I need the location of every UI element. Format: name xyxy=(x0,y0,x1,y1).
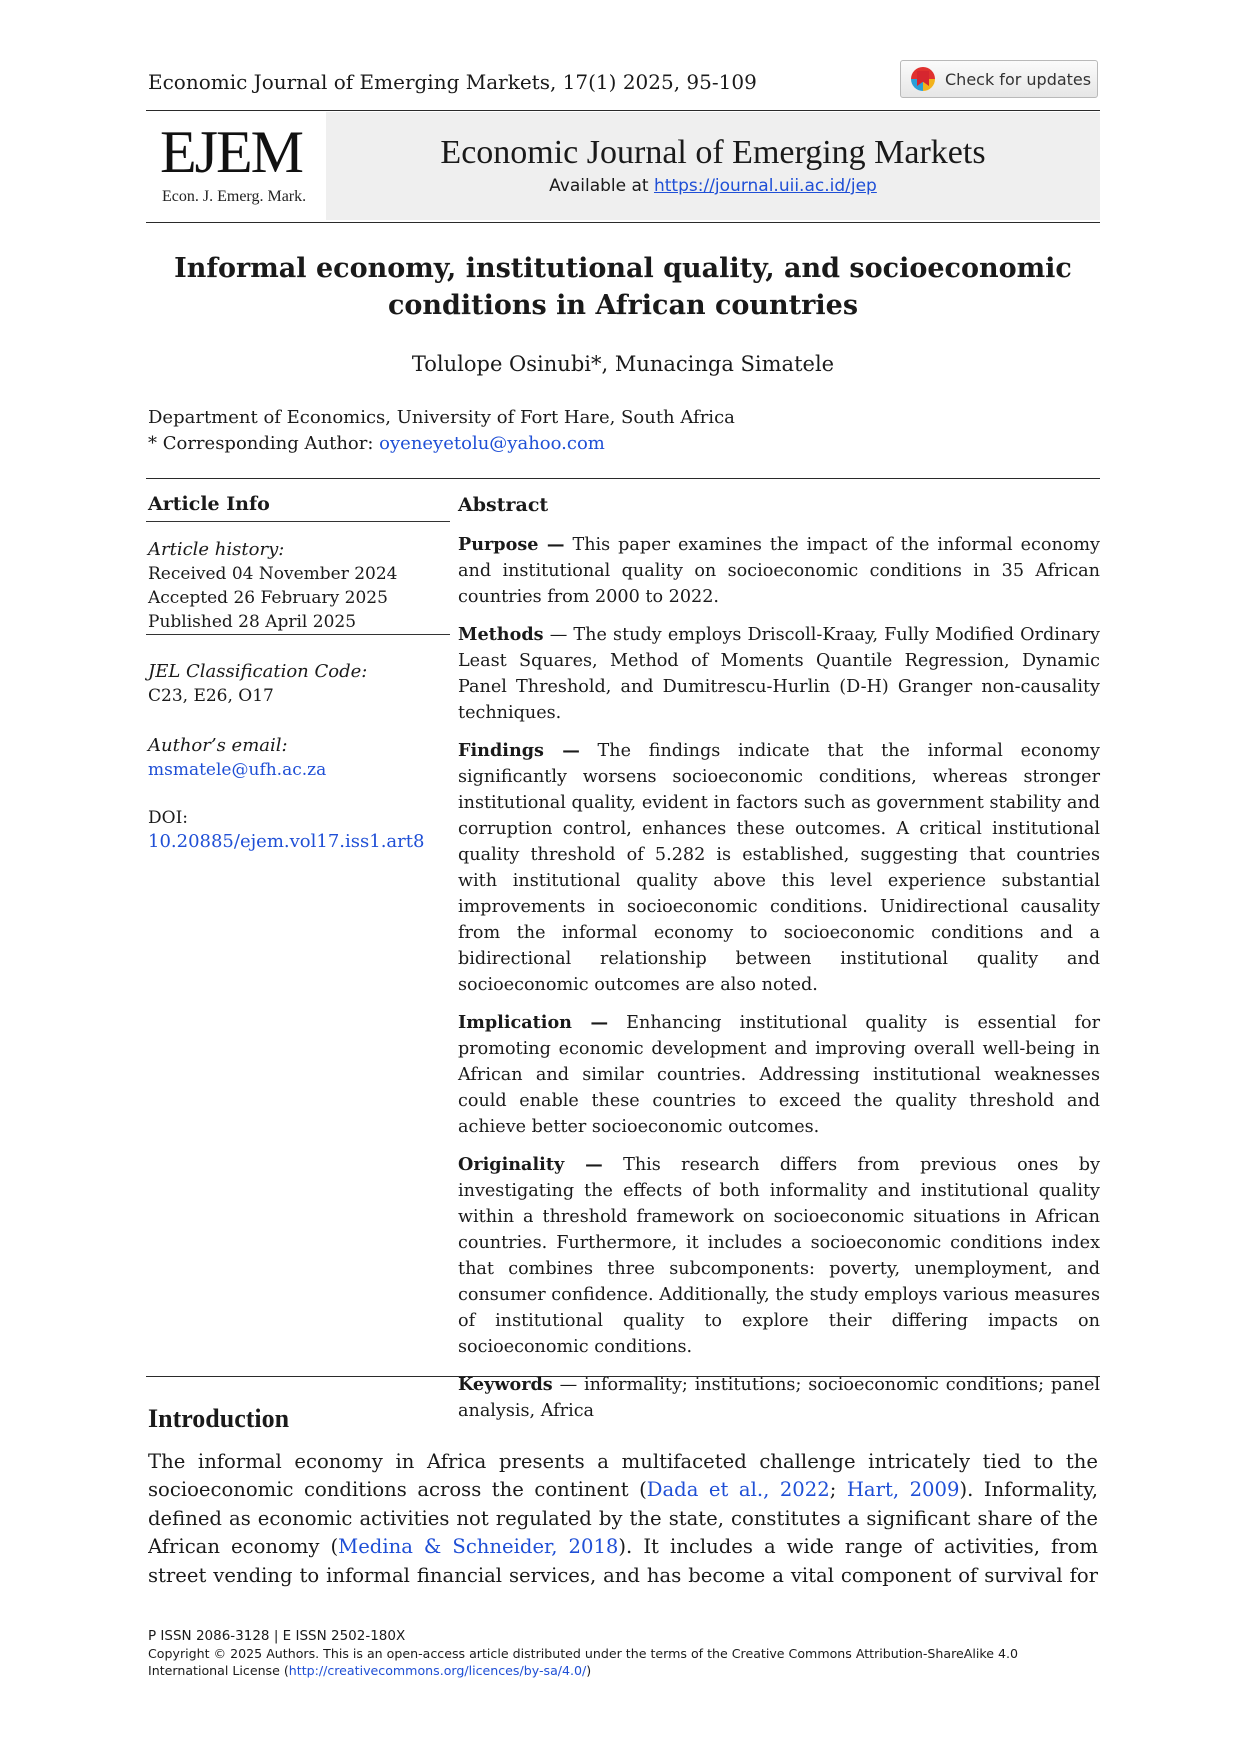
abstract-bottom-rule xyxy=(146,1376,1100,1377)
journal-masthead xyxy=(146,112,1100,220)
issn: P ISSN 2086-3128 | E ISSN 2502-180X xyxy=(148,1628,406,1644)
title-line-2: conditions in African countries xyxy=(387,290,859,321)
accepted-date: Accepted 26 February 2025 xyxy=(148,588,388,608)
masthead-rule xyxy=(146,222,1100,223)
abstract-keywords xyxy=(458,1372,1100,1424)
article-info xyxy=(148,480,448,854)
doi-label: DOI: xyxy=(148,808,189,828)
originality-text: This research differs from previous ones by investigating the effects of both informality and institutional quality within a threshold framework on socioeconomic situations in African countries. Furthermore, it includes a socioeconomic conditions index that combines three subcomponents: poverty, unemployment, and consumer confidence. Additionally, the study employs various measures of institutional quality to explore their differing impacts on socioeconomic conditions. xyxy=(458,1155,1101,1357)
keywords-text: — informality; institutions; socioeconomic conditions; panel analysis, Africa xyxy=(458,1375,1101,1421)
published-date: Published 28 April 2025 xyxy=(148,612,357,632)
article-info-heading: Article Info xyxy=(148,493,270,515)
doi-link[interactable]: 10.20885/ejem.vol17.iss1.art8 xyxy=(148,831,425,852)
corresponding-label: * Corresponding Author: xyxy=(148,433,374,454)
check-for-updates-label: Check for updates xyxy=(945,69,1092,89)
introduction-paragraph xyxy=(148,1448,1098,1590)
purpose-label: Purpose — xyxy=(458,534,565,555)
running-head: Economic Journal of Emerging Markets, 17(1) 2025, 95-109 xyxy=(148,70,757,94)
intro-text-1: The informal economy in Africa presents a multifaceted challenge intricately tied to the socioeconomic conditions across the continent ( xyxy=(148,1450,1098,1502)
intro-text-3: ). Informality, defined as economic activities not regulated by the state, constitutes a significant share of the African economy ( xyxy=(148,1478,1098,1559)
citation-hart-2009[interactable]: Hart, 2009 xyxy=(846,1478,960,1502)
title-line-1: Informal economy, institutional quality, and socioeconomic xyxy=(174,253,1072,284)
journal-name: Economic Journal of Emerging Markets xyxy=(440,134,986,171)
affiliation: Department of Economics, University of Fort Hare, South Africa xyxy=(148,407,735,428)
citation-medina-schneider-2018[interactable]: Medina & Schneider, 2018 xyxy=(338,1535,619,1559)
abstract-implication xyxy=(458,1010,1100,1140)
jel-codes: C23, E26, O17 xyxy=(148,686,274,706)
history-rule xyxy=(146,634,450,635)
abstract-heading: Abstract xyxy=(458,494,549,516)
page-footer xyxy=(148,1628,1098,1679)
abstract-purpose xyxy=(458,532,1100,610)
intro-text-2: ; xyxy=(829,1478,847,1502)
findings-label: Findings — xyxy=(458,740,580,761)
journal-url-link[interactable]: https://journal.uii.ac.id/jep xyxy=(653,176,877,196)
citation-dada-2022[interactable]: Dada et al., 2022 xyxy=(646,1478,830,1502)
intro-text-4: ). It includes a wide range of activities, from street vending to informal financial services, and has become a vital component of survival for xyxy=(148,1535,1098,1587)
author-email-link[interactable]: msmatele@ufh.ac.za xyxy=(148,760,327,780)
license-link[interactable]: http://creativecommons.org/licences/by-sa/4.0/ xyxy=(288,1663,587,1678)
received-date: Received 04 November 2024 xyxy=(148,564,398,584)
methods-text: — The study employs Driscoll-Kraay, Fully Modified Ordinary Least Squares, Method of Moments Quantile Regression, Dynamic Panel Threshold, and Dumitrescu-Hurlin (D-H) Granger non-causality techniques. xyxy=(458,625,1100,723)
corresponding-author xyxy=(148,431,735,457)
available-label: Available at xyxy=(549,176,649,196)
abstract-findings xyxy=(458,738,1100,998)
article-title xyxy=(146,250,1100,324)
info-heading-rule xyxy=(146,521,450,522)
author-email-label: Author’s email: xyxy=(148,735,288,756)
methods-label: Methods xyxy=(458,624,544,645)
keywords-label: Keywords xyxy=(458,1374,553,1395)
implication-label: Implication — xyxy=(458,1012,609,1033)
header-rule xyxy=(146,110,1100,111)
purpose-text: This paper examines the impact of the informal economy and institutional quality on socioeconomic conditions in 35 African countries from 2000 to 2022. xyxy=(458,535,1100,607)
crossmark-icon xyxy=(911,67,935,91)
jel-label: JEL Classification Code: xyxy=(148,661,368,682)
info-top-rule xyxy=(146,478,1100,479)
findings-text: The findings indicate that the informal economy significantly worsens socioeconomic conditions, whereas stronger institutional quality, evident in factors such as government stability and corruption control, enhances these outcomes. A critical institutional quality threshold of 5.282 is established, suggesting that countries with institutional quality above this level experience substantial improvements in socioeconomic conditions. Unidirectional causality from the informal economy to socioeconomic conditions and a bidirectional relationship between institutional quality and socioeconomic outcomes are also noted. xyxy=(458,741,1100,995)
abstract-methods xyxy=(458,622,1100,726)
copyright-text: Copyright © 2025 Authors. This is an open-access article distributed under the terms of the Creative Commons Attribution-ShareAlike 4.0 International License ( xyxy=(148,1646,1019,1678)
copyright-notice xyxy=(148,1645,1098,1679)
implication-text: Enhancing institutional quality is essential for promoting economic development and improving overall well-being in African and similar countries. Addressing institutional weaknesses could enable these countries to exceed the quality threshold and achieve better socioeconomic outcomes. xyxy=(458,1013,1101,1137)
corresponding-email-link[interactable]: oyeneyetolu@yahoo.com xyxy=(379,433,605,454)
available-at xyxy=(326,176,1100,196)
check-for-updates-button[interactable] xyxy=(900,60,1098,98)
masthead-band xyxy=(326,112,1100,220)
author-list: Tolulope Osinubi*, Munacinga Simatele xyxy=(411,352,835,376)
copyright-close: ) xyxy=(586,1663,592,1678)
article-history-label: Article history: xyxy=(148,539,285,560)
affiliation-block xyxy=(148,405,735,457)
introduction-heading: Introduction xyxy=(148,1404,290,1433)
logo-acronym: EJEM xyxy=(160,119,302,185)
journal-logo xyxy=(146,112,326,220)
abstract xyxy=(458,480,1100,1436)
logo-abbreviation: Econ. J. Emerg. Mark. xyxy=(162,188,307,205)
abstract-originality xyxy=(458,1152,1100,1360)
originality-label: Originality — xyxy=(458,1154,603,1175)
